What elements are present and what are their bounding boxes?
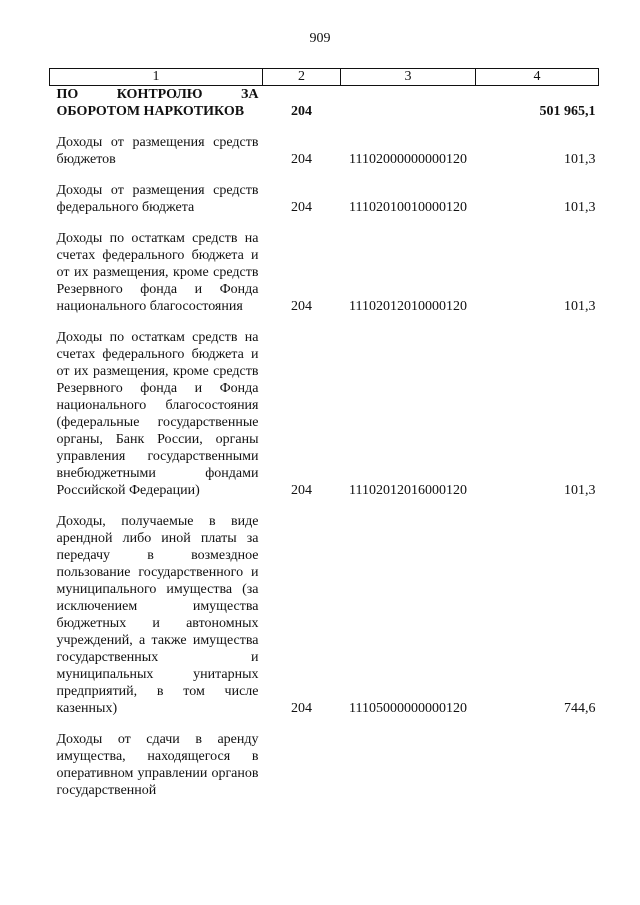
row-amount: 101,3 bbox=[564, 483, 596, 498]
row-description: Доходы от сдачи в аренду имущества, находящегося в оперативном управлении органов государственной bbox=[56, 732, 259, 798]
section-title bbox=[50, 86, 263, 121]
section-code: 204 bbox=[291, 104, 312, 119]
table-row bbox=[50, 717, 599, 799]
section-kbk bbox=[341, 86, 476, 121]
row-code: 204 bbox=[291, 200, 312, 215]
header-col-4: 4 bbox=[476, 69, 599, 86]
row-code bbox=[263, 717, 341, 799]
table-row bbox=[50, 315, 599, 499]
row-kbk: 11102010010000120 bbox=[349, 200, 467, 215]
table-header bbox=[50, 69, 599, 86]
row-kbk: 11105000000000120 bbox=[349, 701, 467, 716]
section-title-row bbox=[50, 86, 599, 121]
row-amount: 744,6 bbox=[564, 701, 596, 716]
row-code: 204 bbox=[291, 152, 312, 167]
row-kbk: 11102000000000120 bbox=[349, 152, 467, 167]
row-description: Доходы, получаемые в виде арендной либо иной платы за передачу в возмездное пользование государственного и муниципального имущества (за исключением имущества бюджетных и автономных учреждений, а также имущества государственных и муниципальных унитарных предприятий, в том числе казенных) bbox=[56, 514, 259, 716]
row-description: Доходы от размещения средств федерального бюджета bbox=[56, 183, 259, 215]
table-row bbox=[50, 120, 599, 168]
row-amount: 101,3 bbox=[564, 152, 596, 167]
row-description: Доходы от размещения средств бюджетов bbox=[56, 135, 259, 167]
section-title-line-2: ОБОРОТОМ НАРКОТИКОВ bbox=[56, 104, 245, 119]
row-kbk: 11102012016000120 bbox=[349, 483, 467, 498]
table-row bbox=[50, 168, 599, 216]
header-col-1: 1 bbox=[50, 69, 263, 86]
row-kbk bbox=[341, 717, 476, 799]
revenue-table bbox=[49, 68, 599, 799]
row-amount bbox=[476, 717, 599, 799]
header-col-2: 2 bbox=[263, 69, 341, 86]
row-description: Доходы по остаткам средств на счетах федерального бюджета и от их размещения, кроме средств Резервного фонда и Фонда национального благосостояния (федеральные государственные органы, Банк России, органы управления государственными внебюджетными фондами Российской Федерации) bbox=[56, 330, 259, 498]
section-amount: 501 965,1 bbox=[539, 104, 596, 119]
row-code: 204 bbox=[291, 701, 312, 716]
row-kbk: 11102012010000120 bbox=[349, 299, 467, 314]
row-description: Доходы по остаткам средств на счетах федерального бюджета и от их размещения, кроме средств Резервного фонда и Фонда национального благосостояния bbox=[56, 231, 259, 314]
row-code: 204 bbox=[291, 299, 312, 314]
section-title-line-1: ПО КОНТРОЛЮ ЗА bbox=[56, 87, 259, 102]
row-amount: 101,3 bbox=[564, 299, 596, 314]
row-code: 204 bbox=[291, 483, 312, 498]
header-col-3: 3 bbox=[341, 69, 476, 86]
table-row bbox=[50, 216, 599, 315]
table-row bbox=[50, 499, 599, 717]
row-amount: 101,3 bbox=[564, 200, 596, 215]
page-number: 909 bbox=[309, 31, 331, 46]
